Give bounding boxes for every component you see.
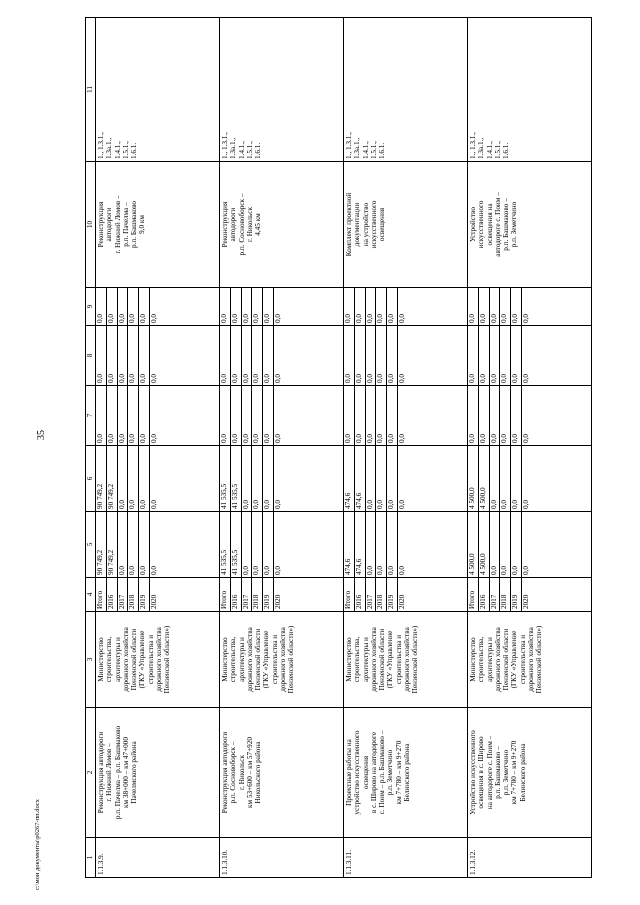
years-list — [468, 578, 532, 611]
header-col-5: 5 — [86, 512, 96, 578]
funding-value: 474,6 — [354, 446, 365, 511]
table-row — [468, 18, 592, 878]
funding-value: 0,0 — [344, 288, 354, 325]
values-list — [220, 512, 284, 577]
measure-name: Реконструкция автодороги р.п. Сосновоборск – г. Никольск км 53+600 – км 57+920 Никольского района — [220, 708, 344, 838]
funding-cell-c7 — [468, 386, 592, 446]
funding-cell-c7 — [220, 386, 344, 446]
funding-cell-c9 — [220, 288, 344, 326]
table-row — [220, 18, 344, 878]
funding-value: 41 535,5 — [230, 446, 241, 511]
funding-value: 41 535,5 — [220, 512, 230, 577]
funding-value: 0,0 — [139, 288, 150, 325]
header-col-1: 1 — [86, 838, 96, 878]
funding-cell-c8 — [468, 326, 592, 386]
values-list — [220, 446, 284, 511]
expected-result: Устройство искусственного освещения на автодороге с. Поим – р.п. Башмаково – р.п. Земетчино — [468, 162, 592, 288]
year-value: Итого — [220, 578, 230, 611]
funding-value: 0,0 — [387, 512, 398, 577]
target-indicators: 1., 1.3.1., 1.3а.1., 1.4.1., 1.5.1., 1.6.1. — [344, 18, 468, 162]
funding-value: 0,0 — [273, 314, 282, 323]
funding-value: 0,0 — [397, 500, 406, 509]
funding-value: 0,0 — [106, 386, 117, 445]
header-col-8: 8 — [86, 326, 96, 386]
funding-value: 0,0 — [117, 446, 128, 511]
measure-name: Реконструкция автодороги г. Нижний Ломов – р.п. Пачелма – р.п. Башмаково км 38+000 – км 47+000 Пачелмского района — [96, 708, 220, 838]
measure-name: Устройство искусственного освещения в с. Широво на автодороге с. Поим – р.п. Башмаково – р.п. Земетчино км 7+780 – км 9+270 Белинского района — [468, 708, 592, 838]
funding-value: 0,0 — [500, 288, 511, 325]
funding-value: 0,0 — [117, 512, 128, 577]
values-list — [220, 386, 284, 445]
year-value: Итого — [468, 578, 478, 611]
funding-value: 0,0 — [149, 434, 158, 443]
funding-value: 0,0 — [96, 288, 106, 325]
funding-value: 474,6 — [344, 446, 354, 511]
funding-cell-c6 — [96, 446, 220, 512]
year-value: 2020 — [521, 594, 530, 609]
funding-cell-c5 — [96, 512, 220, 578]
funding-value: 0,0 — [106, 326, 117, 385]
funding-cell-c7 — [344, 386, 468, 446]
funding-value: 0,0 — [128, 326, 139, 385]
funding-value: 0,0 — [139, 386, 150, 445]
program-measures-table — [85, 17, 592, 878]
funding-value: 0,0 — [511, 326, 522, 385]
table-row — [344, 18, 468, 878]
values-list — [344, 446, 408, 511]
funding-value: 4 500,0 — [468, 446, 478, 511]
funding-value: 0,0 — [511, 288, 522, 325]
funding-value: 0,0 — [354, 288, 365, 325]
funding-value: 90 749,2 — [96, 446, 106, 511]
funding-value: 4 500,0 — [478, 446, 489, 511]
funding-cell-c9 — [96, 288, 220, 326]
year-value: 2016 — [354, 578, 365, 611]
funding-value: 0,0 — [365, 288, 376, 325]
measure-number: 1.1.3.9. — [96, 838, 220, 878]
rotated-table-wrapper — [85, 18, 605, 878]
funding-value: 0,0 — [500, 326, 511, 385]
year-value: 2019 — [263, 578, 274, 611]
values-list — [468, 512, 532, 577]
funding-value: 0,0 — [387, 326, 398, 385]
funding-cell-c8 — [344, 326, 468, 386]
funding-cell-c9 — [468, 288, 592, 326]
year-value: 2017 — [489, 578, 500, 611]
values-list — [96, 288, 160, 325]
year-value: 2016 — [478, 578, 489, 611]
values-list — [344, 512, 408, 577]
years-cell — [96, 578, 220, 612]
header-col-7: 7 — [86, 386, 96, 446]
funding-cell-c6 — [344, 446, 468, 512]
year-value: 2019 — [387, 578, 398, 611]
funding-value: 0,0 — [263, 446, 274, 511]
funding-value: 0,0 — [220, 326, 230, 385]
funding-value: 0,0 — [139, 446, 150, 511]
responsible-executor: Министерство строительства, архитектуры и дорожного хозяйства Пензенской области (ГКУ «Управление строительства и дорожного хозяйства Пензенской области») — [220, 612, 344, 708]
funding-value: 0,0 — [500, 386, 511, 445]
funding-value: 90 749,2 — [106, 446, 117, 511]
funding-value: 0,0 — [511, 446, 522, 511]
footer-file-path: c:\мои документы\р0267-пп.docx — [34, 799, 41, 890]
funding-value: 0,0 — [376, 386, 387, 445]
year-value: 2020 — [149, 594, 158, 609]
years-list — [220, 578, 284, 611]
values-list — [96, 386, 160, 445]
funding-value: 0,0 — [478, 386, 489, 445]
funding-cell-c5 — [220, 512, 344, 578]
year-value: 2016 — [106, 578, 117, 611]
funding-value: 0,0 — [489, 288, 500, 325]
funding-value: 0,0 — [365, 386, 376, 445]
responsible-executor: Министерство строительства, архитектуры и дорожного хозяйства Пензенской области (ГКУ «Управление строительства и дорожного хозяйства Пензенской области») — [344, 612, 468, 708]
funding-cell-c8 — [220, 326, 344, 386]
header-col-11: 11 — [86, 18, 96, 162]
funding-value: 474,6 — [354, 512, 365, 577]
funding-value: 0,0 — [241, 512, 252, 577]
values-list — [344, 288, 408, 325]
header-col-3: 3 — [86, 612, 96, 708]
funding-cell-c9 — [344, 288, 468, 326]
responsible-executor: Министерство строительства, архитектуры и дорожного хозяйства Пензенской области (ГКУ «Управление строительства и дорожного хозяйства Пензенской области») — [468, 612, 592, 708]
funding-value: 0,0 — [241, 446, 252, 511]
years-cell — [344, 578, 468, 612]
funding-value: 0,0 — [468, 386, 478, 445]
funding-value: 0,0 — [376, 326, 387, 385]
header-col-2: 2 — [86, 708, 96, 838]
funding-value: 0,0 — [106, 288, 117, 325]
values-list — [344, 386, 408, 445]
funding-value: 0,0 — [263, 288, 274, 325]
funding-value: 0,0 — [241, 288, 252, 325]
funding-value: 0,0 — [241, 326, 252, 385]
funding-value: 0,0 — [468, 326, 478, 385]
funding-value: 0,0 — [344, 326, 354, 385]
funding-value: 4 500,0 — [468, 512, 478, 577]
funding-value: 0,0 — [252, 512, 263, 577]
values-list — [220, 288, 284, 325]
values-list — [468, 326, 532, 385]
funding-value: 0,0 — [128, 446, 139, 511]
expected-result: Комплект проектной документации на устройство искусственного освещения — [344, 162, 468, 288]
funding-value: 0,0 — [149, 500, 158, 509]
funding-value: 0,0 — [521, 314, 530, 323]
funding-value: 0,0 — [365, 446, 376, 511]
funding-value: 0,0 — [344, 386, 354, 445]
funding-value: 41 535,5 — [230, 512, 241, 577]
year-value: 2020 — [273, 594, 282, 609]
funding-value: 0,0 — [273, 374, 282, 383]
funding-value: 0,0 — [273, 566, 282, 575]
target-indicators: 1., 1.3.1., 1.3а.1., 1.4.1., 1.5.1., 1.6.1. — [468, 18, 592, 162]
funding-value: 0,0 — [252, 446, 263, 511]
values-list — [96, 446, 160, 511]
values-list — [220, 326, 284, 385]
funding-value: 0,0 — [521, 374, 530, 383]
funding-value: 0,0 — [128, 288, 139, 325]
funding-value: 0,0 — [241, 386, 252, 445]
funding-value: 0,0 — [489, 512, 500, 577]
funding-cell-c5 — [468, 512, 592, 578]
funding-value: 90 749,2 — [106, 512, 117, 577]
year-value: Итого — [96, 578, 106, 611]
funding-value: 0,0 — [252, 326, 263, 385]
funding-cell-c8 — [96, 326, 220, 386]
funding-value: 0,0 — [354, 326, 365, 385]
values-list — [96, 326, 160, 385]
funding-value: 0,0 — [149, 374, 158, 383]
funding-value: 0,0 — [387, 288, 398, 325]
funding-value: 0,0 — [500, 446, 511, 511]
years-cell — [220, 578, 344, 612]
funding-value: 0,0 — [273, 500, 282, 509]
target-indicators: 1., 1.3.1., 1.3а.1., 1.4.1., 1.5.1., 1.6.1. — [220, 18, 344, 162]
funding-value: 0,0 — [252, 386, 263, 445]
funding-value: 0,0 — [511, 386, 522, 445]
measure-name: Проектные работы на устройство искусственного освещения в с. Широво на автодороге с. Поим – р.п. Башмаково – р.п. Земетчино км 7+780 – км 9+270 Белинского района — [344, 708, 468, 838]
header-col-4: 4 — [86, 578, 96, 612]
funding-value: 0,0 — [117, 326, 128, 385]
header-row — [86, 18, 96, 878]
page-number: 35 — [36, 430, 47, 440]
funding-value: 0,0 — [387, 386, 398, 445]
funding-value: 0,0 — [273, 434, 282, 443]
funding-value: 0,0 — [478, 288, 489, 325]
funding-value: 0,0 — [397, 566, 406, 575]
funding-value: 0,0 — [500, 512, 511, 577]
funding-value: 0,0 — [128, 386, 139, 445]
funding-value: 0,0 — [521, 434, 530, 443]
funding-value: 0,0 — [96, 386, 106, 445]
funding-value: 0,0 — [489, 326, 500, 385]
header-col-10: 10 — [86, 162, 96, 288]
funding-value: 0,0 — [478, 326, 489, 385]
funding-value: 0,0 — [149, 314, 158, 323]
measure-number: 1.1.3.10. — [220, 838, 344, 878]
table-row — [96, 18, 220, 878]
funding-value: 0,0 — [128, 512, 139, 577]
funding-value: 0,0 — [263, 512, 274, 577]
funding-value: 474,6 — [344, 512, 354, 577]
year-value: 2017 — [241, 578, 252, 611]
funding-value: 0,0 — [149, 566, 158, 575]
funding-value: 0,0 — [387, 446, 398, 511]
funding-value: 0,0 — [376, 446, 387, 511]
header-col-9: 9 — [86, 288, 96, 326]
funding-cell-c7 — [96, 386, 220, 446]
funding-value: 0,0 — [397, 374, 406, 383]
year-value: 2018 — [128, 578, 139, 611]
year-value: 2019 — [511, 578, 522, 611]
year-value: 2020 — [397, 594, 406, 609]
values-list — [344, 326, 408, 385]
funding-value: 0,0 — [139, 512, 150, 577]
year-value: 2019 — [139, 578, 150, 611]
values-list — [468, 446, 532, 511]
funding-value: 0,0 — [117, 288, 128, 325]
funding-value: 0,0 — [468, 288, 478, 325]
funding-value: 0,0 — [230, 326, 241, 385]
header-col-6: 6 — [86, 446, 96, 512]
funding-value: 0,0 — [376, 512, 387, 577]
year-value: Итого — [344, 578, 354, 611]
funding-cell-c5 — [344, 512, 468, 578]
funding-value: 41 535,5 — [220, 446, 230, 511]
values-list — [468, 386, 532, 445]
funding-value: 0,0 — [511, 512, 522, 577]
year-value: 2016 — [230, 578, 241, 611]
funding-value: 0,0 — [365, 512, 376, 577]
year-value: 2017 — [117, 578, 128, 611]
measure-number: 1.1.3.11. — [344, 838, 468, 878]
responsible-executor: Министерство строительства, архитектуры и дорожного хозяйства Пензенской области (ГКУ «Управление строительства и дорожного хозяйства Пензенской области») — [96, 612, 220, 708]
table-body — [96, 18, 592, 878]
years-cell — [468, 578, 592, 612]
values-list — [96, 512, 160, 577]
year-value: 2018 — [500, 578, 511, 611]
years-list — [344, 578, 408, 611]
funding-value: 0,0 — [365, 326, 376, 385]
funding-value: 0,0 — [489, 446, 500, 511]
funding-value: 90 749,2 — [96, 512, 106, 577]
funding-value: 0,0 — [521, 500, 530, 509]
funding-value: 0,0 — [376, 288, 387, 325]
funding-value: 0,0 — [397, 434, 406, 443]
funding-value: 0,0 — [263, 326, 274, 385]
funding-value: 0,0 — [397, 314, 406, 323]
expected-result: Реконструкция автодороги г. Нижний Ломов – р.п. Пачелма – р.п. Башмаково 9,0 км — [96, 162, 220, 288]
funding-value: 0,0 — [220, 386, 230, 445]
year-value: 2017 — [365, 578, 376, 611]
years-list — [96, 578, 160, 611]
target-indicators: 1., 1.3.1., 1.3а.1., 1.4.1., 1.5.1., 1.6.1. — [96, 18, 220, 162]
expected-result: Реконструкция автодороги р.п. Сосновоборск – г. Никольск 4,45 км — [220, 162, 344, 288]
measure-number: 1.1.3.12. — [468, 838, 592, 878]
funding-value: 0,0 — [139, 326, 150, 385]
funding-value: 0,0 — [220, 288, 230, 325]
funding-value: 0,0 — [354, 386, 365, 445]
funding-value: 0,0 — [96, 326, 106, 385]
funding-value: 0,0 — [230, 386, 241, 445]
funding-value: 0,0 — [252, 288, 263, 325]
funding-value: 0,0 — [521, 566, 530, 575]
funding-value: 0,0 — [117, 386, 128, 445]
funding-value: 0,0 — [263, 386, 274, 445]
funding-value: 4 500,0 — [478, 512, 489, 577]
funding-cell-c6 — [220, 446, 344, 512]
year-value: 2018 — [252, 578, 263, 611]
year-value: 2018 — [376, 578, 387, 611]
funding-cell-c6 — [468, 446, 592, 512]
funding-value: 0,0 — [489, 386, 500, 445]
values-list — [468, 288, 532, 325]
funding-value: 0,0 — [230, 288, 241, 325]
